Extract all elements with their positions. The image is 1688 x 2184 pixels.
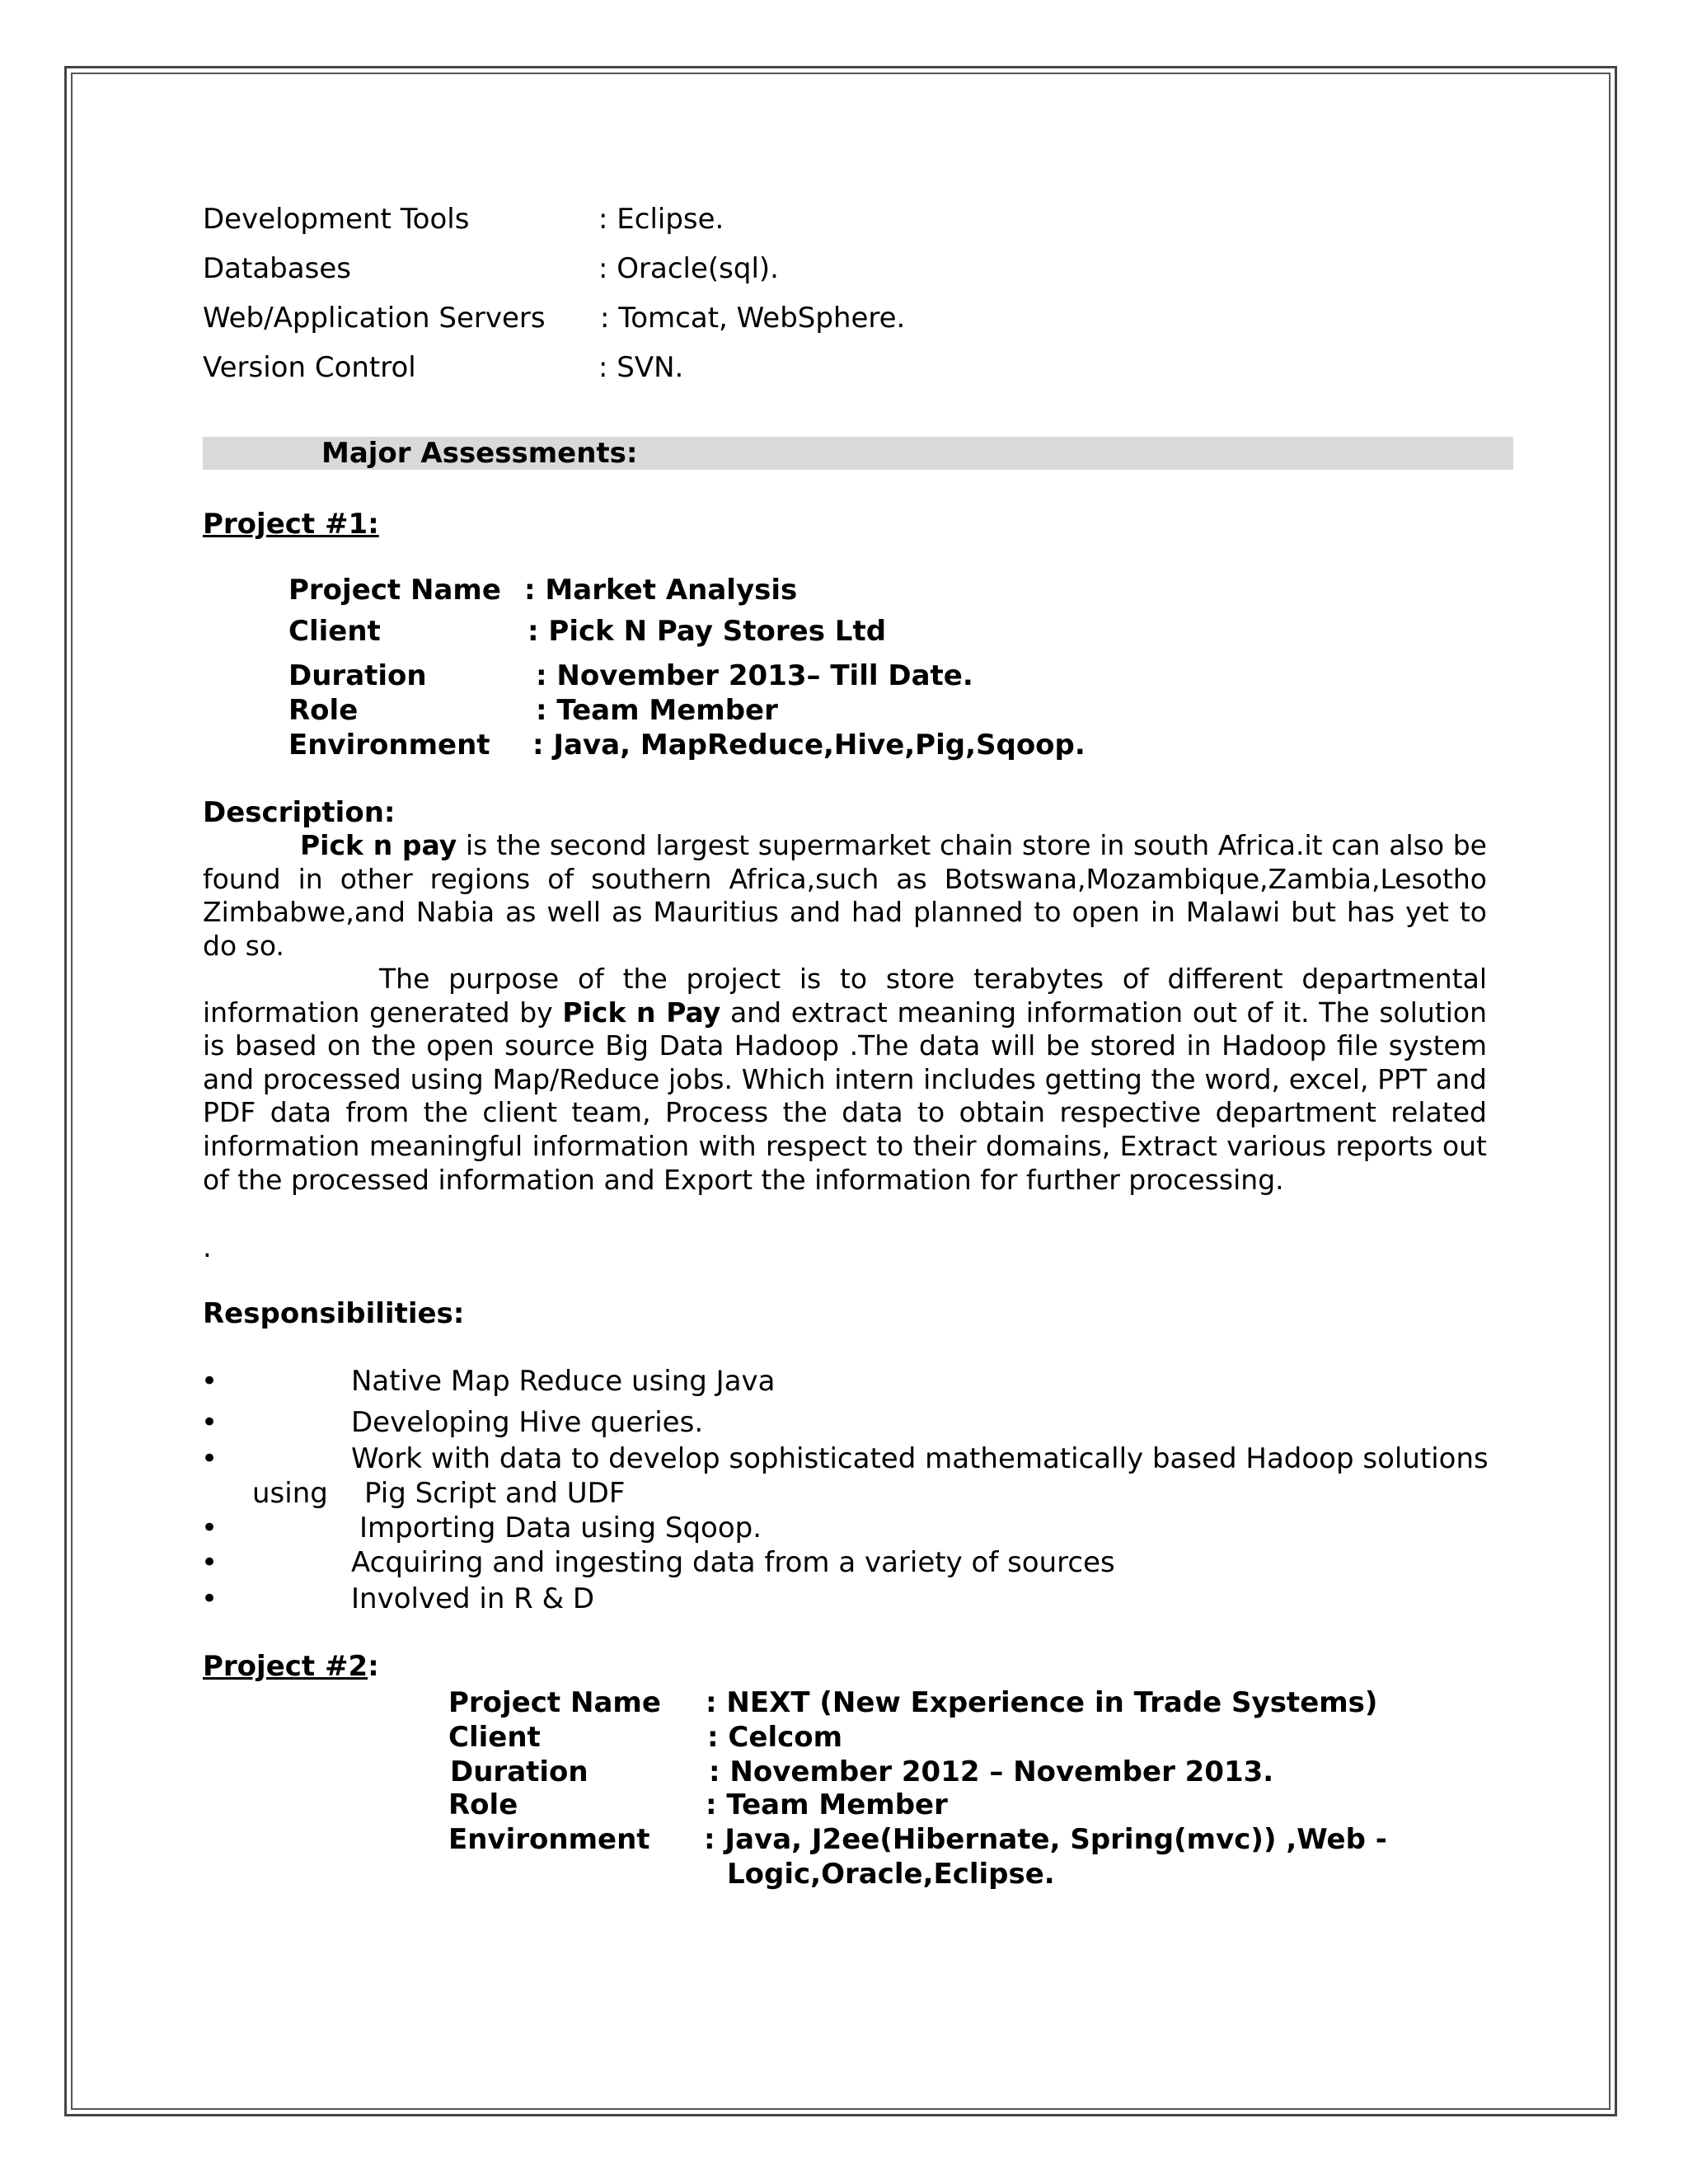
bullet-icon: • <box>201 1582 218 1615</box>
project2-heading-colon: : <box>368 1650 379 1683</box>
skill-label: Development Tools <box>203 203 470 236</box>
project2-heading <box>203 1650 379 1683</box>
project1-detail-value: : Pick N Pay Stores Ltd <box>528 615 887 648</box>
project1-detail-label: Duration <box>288 659 427 692</box>
project2-detail-label: Duration <box>450 1755 588 1788</box>
list-item-continuation: using <box>252 1477 328 1510</box>
bullet-icon: • <box>201 1546 218 1579</box>
project1-detail-value: : Team Member <box>536 694 778 727</box>
bullet-icon: • <box>201 1365 218 1398</box>
list-item: Developing Hive queries. <box>351 1406 704 1439</box>
project1-detail-label: Role <box>288 694 359 727</box>
responsibilities-heading: Responsibilities: <box>203 1297 465 1330</box>
project2-heading-text: Project #2 <box>203 1650 368 1683</box>
company-name: Pick n pay <box>300 829 457 861</box>
skill-value: : Oracle(sql). <box>598 252 779 285</box>
company-name: Pick n Pay <box>562 996 721 1029</box>
list-item: Native Map Reduce using Java <box>351 1365 776 1398</box>
project1-detail-label: Environment <box>288 729 490 762</box>
description-heading: Description: <box>203 796 396 829</box>
description-text: and extract meaning information out of it. The solution is based on the open source Big Data Hadoop .The data will be stored in Hadoop file system and processed using Map/Reduce jobs. Which intern includes getting the word, excel, PPT and PDF data from the client team, Process the data to obtain respective department related information meaningful information with respect to their domains, Extract various reports out of the processed information and Export the information for further processing. <box>203 996 1488 1196</box>
list-item: Importing Data using Sqoop. <box>359 1511 762 1544</box>
project1-detail-label: Client <box>288 615 381 648</box>
skill-value: : Eclipse. <box>598 203 724 236</box>
list-item: Acquiring and ingesting data from a variety of sources <box>351 1546 1115 1579</box>
project1-detail-value: : Market Analysis <box>524 574 798 607</box>
bullet-icon: • <box>201 1511 218 1544</box>
project2-detail-label: Role <box>448 1788 518 1821</box>
description-paragraph-1 <box>203 829 1487 963</box>
section-title: Major Assessments: <box>321 437 638 470</box>
list-item: Involved in R & D <box>351 1582 595 1615</box>
description-text: The purpose of the project is to store terabytes of different departmental information generated by <box>203 963 1487 1029</box>
skill-label: Databases <box>203 252 351 285</box>
description-paragraph-2 <box>203 963 1487 1197</box>
project2-detail-label: Client <box>448 1721 541 1754</box>
project2-detail-value: : NEXT (New Experience in Trade Systems) <box>706 1686 1378 1719</box>
skill-value: : SVN. <box>598 351 684 384</box>
list-item-continuation: Pig Script and UDF <box>364 1477 626 1510</box>
stray-dot: . <box>203 1231 212 1264</box>
project2-detail-value: : Team Member <box>706 1788 948 1821</box>
project2-detail-label: Project Name <box>448 1686 661 1719</box>
project2-detail-value: : Celcom <box>707 1721 843 1754</box>
list-item: Work with data to develop sophisticated mathematically based Hadoop solutions <box>351 1442 1489 1475</box>
project2-detail-value: : November 2012 – November 2013. <box>709 1755 1274 1788</box>
bullet-icon: • <box>201 1406 218 1439</box>
project2-detail-value-continuation: Logic,Oracle,Eclipse. <box>727 1858 1055 1891</box>
project1-detail-label: Project Name <box>288 574 501 607</box>
bullet-icon: • <box>201 1442 218 1475</box>
skill-value: : Tomcat, WebSphere. <box>600 302 906 335</box>
project1-detail-value: : November 2013– Till Date. <box>536 659 973 692</box>
skill-label: Version Control <box>203 351 416 384</box>
project2-detail-value: : Java, J2ee(Hibernate, Spring(mvc)) ,Web - <box>704 1823 1387 1856</box>
project2-detail-label: Environment <box>448 1823 650 1856</box>
description-text: is the second largest supermarket chain store in south Africa.it can also be found in other regions of southern Africa,such as Botswana,Mozambique,Zambia,Lesotho Zimbabwe,and Nabia as well as Mauritius and had planned to open in Malawi but has yet to do so. <box>203 829 1487 962</box>
project1-detail-value: : Java, MapReduce,Hive,Pig,Sqoop. <box>532 729 1085 762</box>
skill-label: Web/Application Servers <box>203 302 546 335</box>
project1-heading: Project #1: <box>203 508 379 541</box>
